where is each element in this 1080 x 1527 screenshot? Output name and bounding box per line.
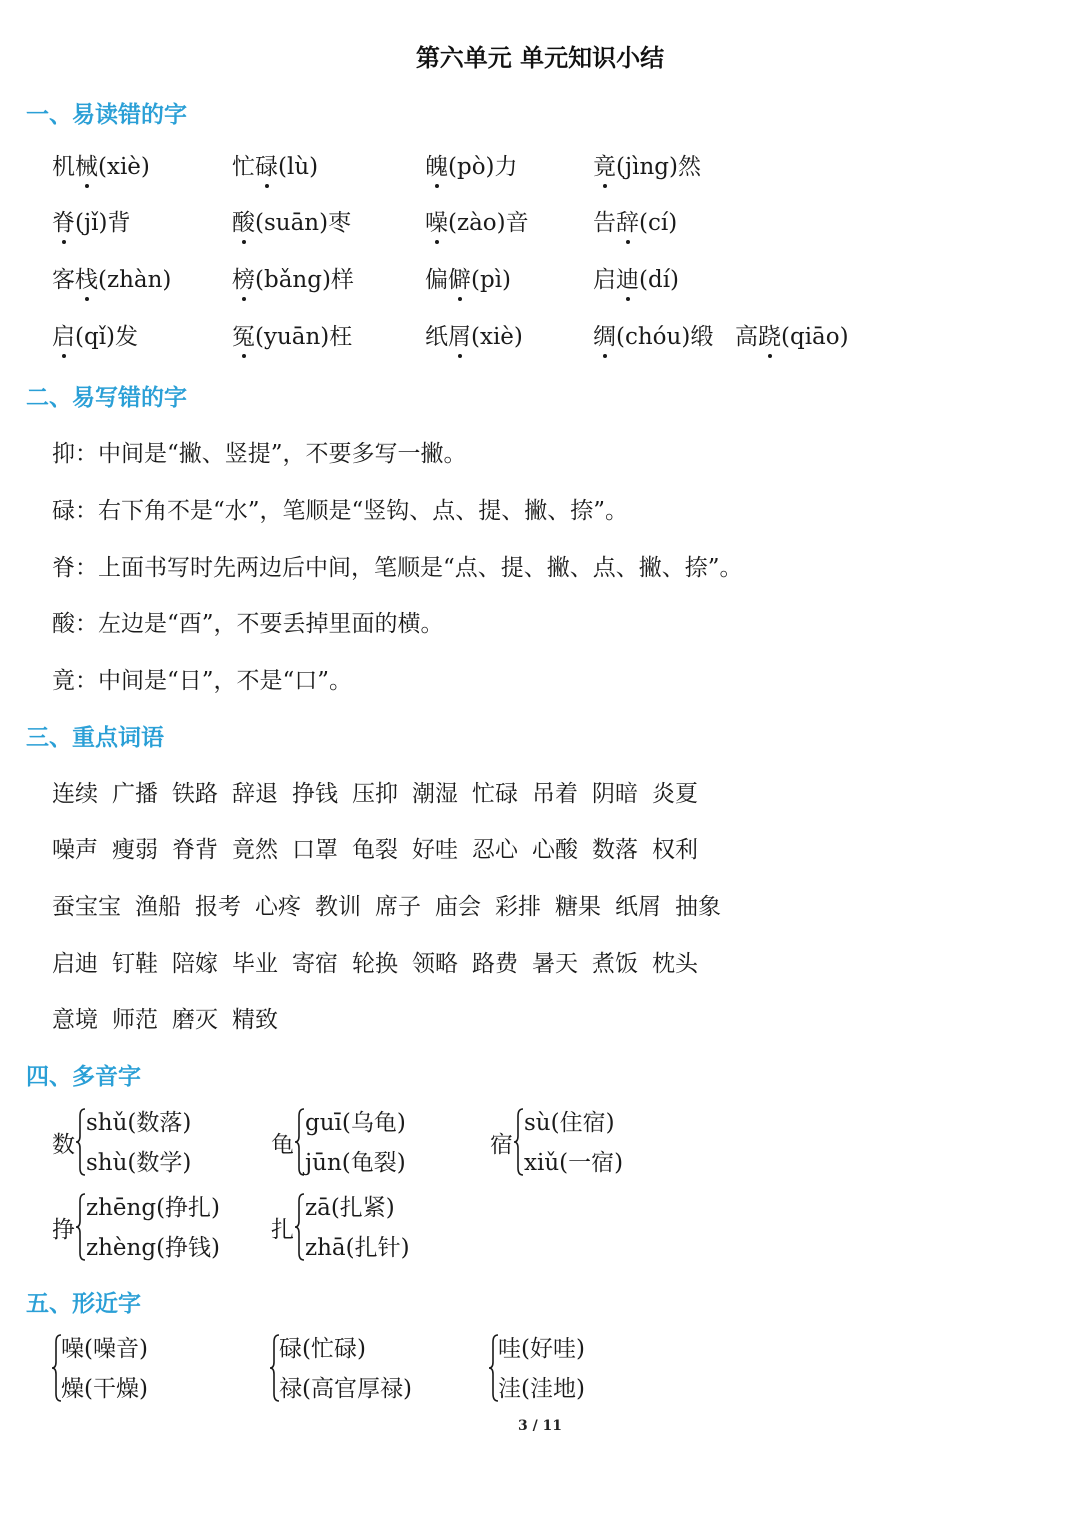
key-word: 枕头 (652, 951, 698, 977)
dotted-char: 辞 (616, 204, 639, 237)
misread-item (425, 148, 518, 181)
pinyin: (lù) (278, 154, 319, 180)
section-heading-misread: 一、易读错的字 (26, 102, 187, 128)
item-suffix: 枣 (328, 210, 352, 236)
key-word: 寄宿 (292, 951, 338, 977)
pinyin: (qǐ) (75, 324, 116, 350)
misread-item (232, 148, 318, 181)
page-title: 第六单元 单元知识小结 (415, 44, 665, 72)
miswrite-note: 脊：上面书写时先两边后中间，笔顺是“点、提、撇、点、撇、捺”。 (52, 555, 743, 581)
key-word: 领略 (412, 951, 458, 977)
item-suffix: 音 (505, 210, 529, 236)
key-word: 纸屑 (615, 894, 661, 920)
similar-char: 哇(好哇) (498, 1336, 585, 1362)
section-heading-polyphones: 四、多音字 (26, 1064, 141, 1090)
dotted-char: 冤 (232, 318, 255, 351)
misread-item (232, 318, 352, 351)
miswrite-note: 竟：中间是“日”，不是“口”。 (52, 668, 353, 694)
similar-char: 禄(高官厚禄) (279, 1376, 412, 1402)
item-prefix: 偏 (425, 267, 448, 293)
key-word: 竟然 (232, 837, 278, 863)
key-word: 潮湿 (412, 781, 458, 807)
pinyin: (yuān) (255, 324, 330, 350)
key-word: 广播 (112, 781, 158, 807)
key-word: 数落 (592, 837, 638, 863)
key-word: 龟裂 (352, 837, 398, 863)
polyphone-option: shù(数学) (86, 1150, 192, 1176)
key-words-row (52, 945, 712, 978)
similar-char: 洼(洼地) (498, 1376, 585, 1402)
similar-char: 燥(干燥) (61, 1376, 148, 1402)
key-word: 暑天 (532, 951, 578, 977)
polyphone-option: xiǔ(一宿) (524, 1150, 624, 1176)
key-word: 瘦弱 (112, 837, 158, 863)
key-word: 教训 (315, 894, 361, 920)
key-words-row (52, 1001, 292, 1034)
dotted-char: 跷 (758, 318, 781, 351)
polyphone-option: zā(扎紧) (305, 1195, 395, 1221)
key-word: 席子 (375, 894, 421, 920)
key-word: 挣钱 (292, 781, 338, 807)
key-word: 彩排 (495, 894, 541, 920)
misread-item (52, 261, 171, 294)
key-word: 毕业 (232, 951, 278, 977)
key-word: 磨灭 (172, 1007, 218, 1033)
dotted-char: 绸 (593, 318, 616, 351)
dotted-char: 械 (75, 148, 98, 181)
key-word: 抽象 (675, 894, 721, 920)
section-heading-miswrite: 二、易写错的字 (26, 385, 187, 411)
key-word: 师范 (112, 1007, 158, 1033)
misread-item (52, 318, 138, 351)
key-word: 连续 (52, 781, 98, 807)
item-suffix: 力 (494, 154, 518, 180)
polyphone-option: zhā(扎针) (305, 1235, 410, 1261)
polyphone-option: guī(乌龟) (305, 1110, 406, 1136)
key-word: 渔船 (135, 894, 181, 920)
dotted-char: 碌 (255, 148, 278, 181)
key-word: 辞退 (232, 781, 278, 807)
polyphone-char: 龟 (271, 1132, 294, 1158)
item-suffix: 发 (115, 324, 139, 350)
misread-item (593, 148, 701, 181)
page-number: 3 / 11 (517, 1418, 563, 1434)
pinyin: (cí) (639, 210, 678, 236)
key-word: 轮换 (352, 951, 398, 977)
key-word: 启迪 (52, 951, 98, 977)
key-word: 口罩 (292, 837, 338, 863)
key-word: 路费 (472, 951, 518, 977)
misread-item (52, 204, 130, 237)
polyphone-option: shǔ(数落) (86, 1110, 192, 1136)
dotted-char: 榜 (232, 261, 255, 294)
pinyin: (suān) (255, 210, 329, 236)
key-word: 脊背 (172, 837, 218, 863)
misread-item (593, 261, 679, 294)
item-prefix: 纸 (425, 324, 448, 350)
pinyin: (jìng) (616, 154, 678, 180)
dotted-char: 僻 (448, 261, 471, 294)
polyphone-option: zhēng(挣扎) (86, 1195, 221, 1221)
key-word: 蚕宝宝 (52, 894, 121, 920)
dotted-char: 噪 (425, 204, 448, 237)
pinyin: (dí) (639, 267, 680, 293)
misread-item (593, 318, 713, 351)
key-word: 压抑 (352, 781, 398, 807)
item-suffix: 枉 (329, 324, 353, 350)
brace-icon (514, 1108, 524, 1176)
key-word: 好哇 (412, 837, 458, 863)
key-word: 噪声 (52, 837, 98, 863)
key-words-row (52, 775, 712, 808)
pinyin: (chóu) (616, 324, 691, 350)
polyphone-option: jūn(龟裂) (305, 1150, 406, 1176)
key-word: 煮饭 (592, 951, 638, 977)
misread-item (593, 204, 677, 237)
pinyin: (qiāo) (781, 324, 849, 350)
brace-icon (295, 1108, 305, 1176)
pinyin: (zhàn) (98, 267, 172, 293)
key-word: 庙会 (435, 894, 481, 920)
similar-char: 碌(忙碌) (279, 1336, 366, 1362)
item-prefix: 启 (593, 267, 616, 293)
pinyin: (xiè) (98, 154, 150, 180)
misread-item (735, 318, 849, 351)
brace-icon (295, 1193, 305, 1261)
misread-item (232, 261, 354, 294)
section-heading-key-words: 三、重点词语 (26, 725, 164, 751)
misread-item (425, 204, 529, 237)
key-word: 忙碌 (472, 781, 518, 807)
dotted-char: 屑 (448, 318, 471, 351)
dotted-char: 栈 (75, 261, 98, 294)
miswrite-note: 碌：右下角不是“水”，笔顺是“竖钩、点、提、撇、捺”。 (52, 498, 629, 524)
polyphone-char: 宿 (490, 1132, 513, 1158)
dotted-char: 竟 (593, 148, 616, 181)
pinyin: (xiè) (471, 324, 523, 350)
key-word: 钉鞋 (112, 951, 158, 977)
misread-item (425, 318, 523, 351)
miswrite-note: 抑：中间是“撇、竖提”，不要多写一撇。 (52, 441, 467, 467)
key-word: 心酸 (532, 837, 578, 863)
key-word: 报考 (195, 894, 241, 920)
dotted-char: 启 (52, 318, 75, 351)
misread-item (232, 204, 351, 237)
item-suffix: 然 (677, 154, 701, 180)
key-word: 糖果 (555, 894, 601, 920)
item-prefix: 机 (52, 154, 75, 180)
misread-item (52, 148, 150, 181)
key-word: 陪嫁 (172, 951, 218, 977)
key-word: 忍心 (472, 837, 518, 863)
item-suffix: 样 (330, 267, 354, 293)
pinyin: (pò) (448, 154, 495, 180)
dotted-char: 魄 (425, 148, 448, 181)
key-word: 炎夏 (652, 781, 698, 807)
key-words-row (52, 831, 712, 864)
section-heading-similar-chars: 五、形近字 (26, 1291, 141, 1317)
miswrite-note: 酸：左边是“酉”，不要丢掉里面的横。 (52, 611, 444, 637)
key-word: 权利 (652, 837, 698, 863)
similar-char: 噪(噪音) (61, 1336, 148, 1362)
item-prefix: 忙 (232, 154, 255, 180)
dotted-char: 迪 (616, 261, 639, 294)
polyphone-char: 扎 (271, 1217, 294, 1243)
item-prefix: 告 (593, 210, 616, 236)
misread-item (425, 261, 511, 294)
polyphone-char: 数 (52, 1132, 75, 1158)
key-word: 阴暗 (592, 781, 638, 807)
key-words-row (52, 888, 735, 921)
polyphone-option: sù(住宿) (524, 1110, 615, 1136)
item-suffix: 背 (107, 210, 131, 236)
key-word: 心疼 (255, 894, 301, 920)
key-word: 吊着 (532, 781, 578, 807)
key-word: 铁路 (172, 781, 218, 807)
item-prefix: 客 (52, 267, 75, 293)
pinyin: (zào) (448, 210, 506, 236)
item-prefix: 高 (735, 324, 758, 350)
brace-icon (76, 1108, 86, 1176)
pinyin: (bǎng) (255, 267, 331, 293)
item-suffix: 缎 (690, 324, 714, 350)
brace-icon (76, 1193, 86, 1261)
key-word: 意境 (52, 1007, 98, 1033)
pinyin: (pì) (471, 267, 512, 293)
pinyin: (jǐ) (75, 210, 108, 236)
dotted-char: 酸 (232, 204, 255, 237)
polyphone-char: 挣 (52, 1217, 75, 1243)
key-word: 精致 (232, 1007, 278, 1033)
polyphone-option: zhèng(挣钱) (86, 1235, 221, 1261)
dotted-char: 脊 (52, 204, 75, 237)
